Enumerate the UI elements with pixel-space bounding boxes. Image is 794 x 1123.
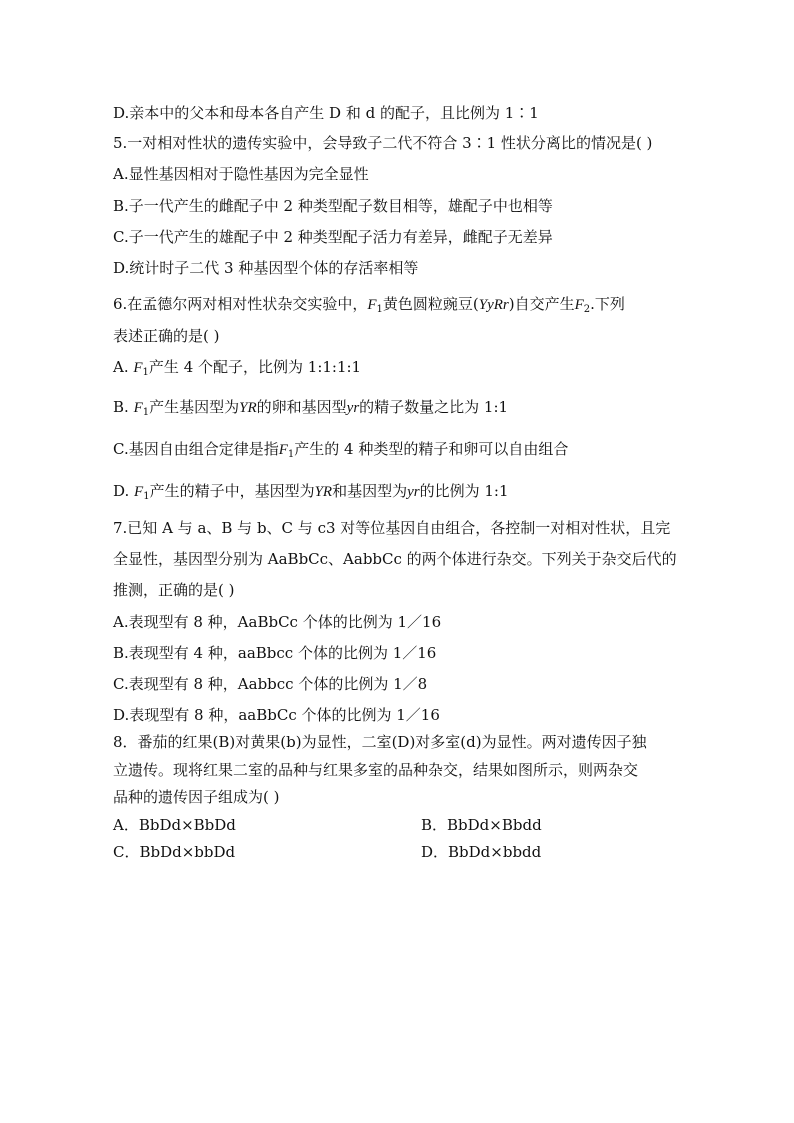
q8-option-b: B．BbDd×Bbdd bbox=[421, 816, 542, 834]
q5-option-b: B.子一代产生的雌配子中 2 种类型配子数目相等，雄配子中也相等 bbox=[113, 197, 553, 215]
q6-option-d: D. $F_1$产生的精子中，基因型为YR和基因型为yr的比例为 1:1 bbox=[113, 482, 509, 502]
q8-option-d: D．BbDd×bbdd bbox=[421, 843, 542, 861]
q8-option-c: C．BbDd×bbDd bbox=[113, 843, 236, 861]
q5-option-d: D.统计时子二代 3 种基因型个体的存活率相等 bbox=[113, 259, 419, 277]
q7-stem-line1: 7.已知 A 与 a、B 与 b、C 与 c3 对等位基因自由组合，各控制一对相对性状，且完 bbox=[113, 519, 671, 537]
q7-stem-line2: 全显性，基因型分别为 AaBbCc、AabbCc 的两个体进行杂交。下列关于杂交后代的 bbox=[113, 550, 677, 568]
q6-option-b: B. $F_1$产生基因型为YR的卵和基因型yr的精子数量之比为 1:1 bbox=[113, 398, 509, 418]
q6-stem-line1: 6.在孟德尔两对相对性状杂交实验中，$F_1$黄色圆粒豌豆(YyRr)自交产生$F_2$.下列 bbox=[113, 295, 625, 315]
q5-option-a: A.显性基因相对于隐性基因为完全显性 bbox=[113, 165, 369, 183]
q6-option-c: C.基因自由组合定律是指$F_1$产生的 4 种类型的精子和卵可以自由组合 bbox=[113, 440, 569, 460]
q7-stem-line3: 推测，正确的是( ) bbox=[113, 581, 235, 599]
q8-stem-line1: 8．番茄的红果(B)对黄果(b)为显性，二室(D)对多室(d)为显性。两对遗传因子独 bbox=[113, 733, 647, 751]
q5-option-c: C.子一代产生的雄配子中 2 种类型配子活力有差异，雌配子无差异 bbox=[113, 228, 553, 246]
q8-stem-line2: 立遗传。现将红果二室的品种与红果多室的品种杂交，结果如图所示，则两杂交 bbox=[113, 761, 639, 779]
q8-option-a: A．BbDd×BbDd bbox=[113, 816, 236, 834]
q5-stem: 5.一对相对性状的遗传实验中，会导致子二代不符合 3∶1 性状分离比的情况是( ) bbox=[113, 134, 653, 152]
q6-stem-line2: 表述正确的是( ) bbox=[113, 327, 220, 345]
q4-option-d: D.亲本中的父本和母本各自产生 D 和 d 的配子，且比例为 1∶1 bbox=[113, 104, 539, 122]
q8-stem-line3: 品种的遗传因子组成为( ) bbox=[113, 788, 280, 806]
q7-option-c: C.表现型有 8 种，Aabbcc 个体的比例为 1／8 bbox=[113, 675, 428, 693]
q7-option-a: A.表现型有 8 种，AaBbCc 个体的比例为 1／16 bbox=[113, 613, 442, 631]
q7-option-d: D.表现型有 8 种，aaBbCc 个体的比例为 1／16 bbox=[113, 706, 440, 724]
q7-option-b: B.表现型有 4 种，aaBbcc 个体的比例为 1／16 bbox=[113, 644, 437, 662]
q6-option-a: A. $F_1$产生 4 个配子，比例为 1:1:1:1 bbox=[113, 358, 362, 378]
